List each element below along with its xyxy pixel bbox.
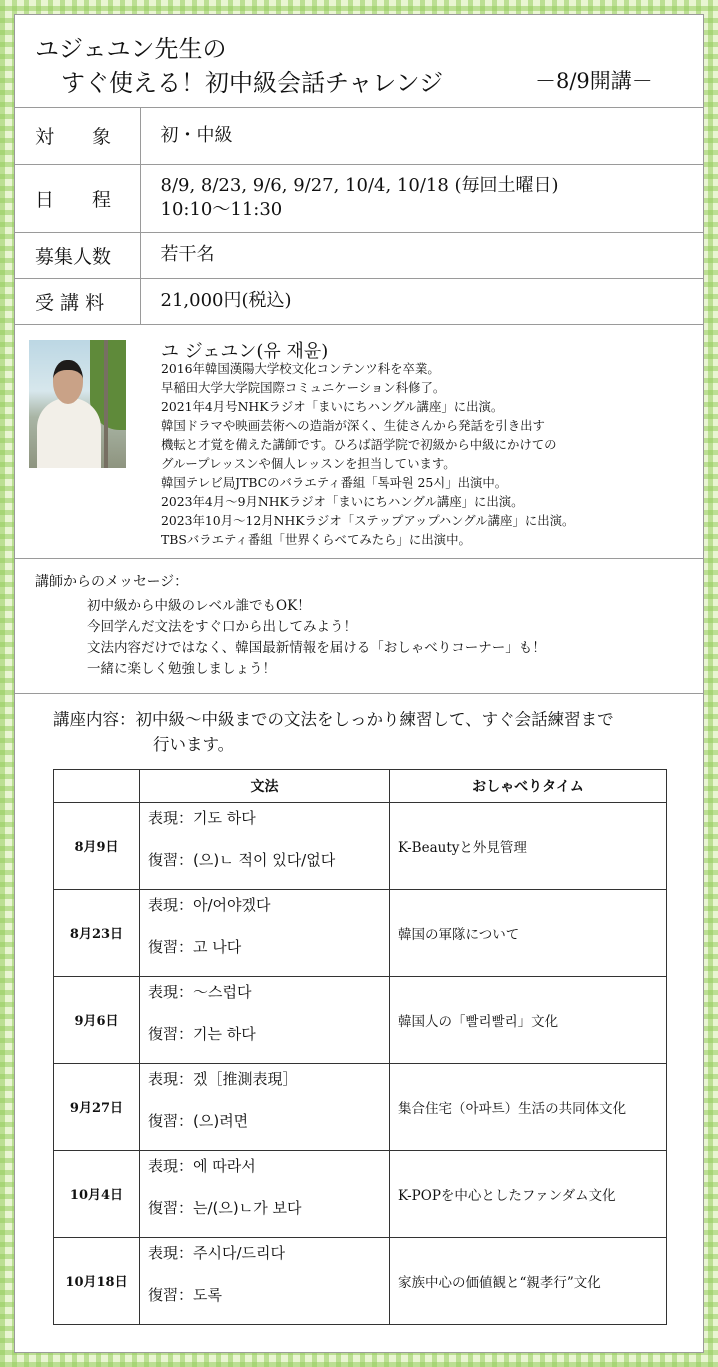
lesson-date: 8月9日 <box>54 802 140 889</box>
bio-line: 韓国テレビ局JTBCのバラエティ番組「톡파원 25시」出演中。 <box>161 474 508 490</box>
lesson-grammar <box>140 802 390 889</box>
table-row <box>54 802 667 889</box>
table-row <box>54 889 667 976</box>
bio-line: 機転と才覚を備えた講師です。ひろば語学院で初級から中級にかけての <box>161 436 557 452</box>
lesson-date: 10月4日 <box>54 1150 140 1237</box>
message-line: 一緒に楽しく勉強しましょう！ <box>87 660 276 677</box>
chat-topic: 集合住宅（아파트）生活の共同体文化 <box>390 1063 667 1150</box>
lesson-grammar <box>140 889 390 976</box>
info-label: 募集人数 <box>15 232 140 278</box>
bio-line: 2023年4月〜9月NHKラジオ「まいにちハングル講座」に出演。 <box>161 493 524 509</box>
instructor-bio <box>161 359 574 549</box>
info-value <box>140 232 703 278</box>
lesson-date: 8月23日 <box>54 889 140 976</box>
info-row-target <box>15 108 703 164</box>
lesson-grammar <box>140 1063 390 1150</box>
info-value-line: 10:10〜11:30 <box>160 199 283 220</box>
info-value <box>140 278 703 324</box>
grammar-review: 復習：기는 하다 <box>148 1024 256 1043</box>
instructor-profile <box>15 325 703 559</box>
grammar-review: 復習：(으)려면 <box>148 1111 249 1130</box>
instructor-photo <box>29 340 126 468</box>
bio-line: 2016年韓国漢陽大学校文化コンテンツ科を卒業。 <box>161 360 440 376</box>
chat-topic: 家族中心の価値観と“親孝行”文化 <box>390 1237 667 1324</box>
schedule-header-row <box>54 769 667 802</box>
header-grammar: 文法 <box>140 769 390 802</box>
info-value-line: 初・中級 <box>160 124 233 146</box>
message-line: 今回学んだ文法をすぐ口から出してみよう！ <box>87 618 357 635</box>
grammar-expression: 表現：아/어야겠다 <box>148 895 271 914</box>
chat-topic: K-POPを中心としたファンダム文化 <box>390 1150 667 1237</box>
message-line: 文法内容だけではなく、韓国最新情報を届ける「おしゃべりコーナー」も！ <box>87 639 546 656</box>
grammar-expression: 表現：기도 하다 <box>148 808 256 827</box>
info-label: 日 程 <box>15 164 140 232</box>
title-box <box>15 15 703 108</box>
lesson-date: 9月27日 <box>54 1063 140 1150</box>
instructor-message <box>15 559 703 694</box>
chat-topic: K-Beautyと外見管理 <box>390 802 667 889</box>
start-date-badge: －8/9開講－ <box>535 69 653 93</box>
table-row <box>54 1063 667 1150</box>
schedule-table <box>53 769 667 1325</box>
grammar-expression: 表現：주시다/드리다 <box>148 1243 285 1262</box>
grammar-review: 復習：도록 <box>148 1285 222 1304</box>
bio-line: 2021年4月号NHKラジオ「まいにちハングル講座」に出演。 <box>161 398 504 414</box>
info-table <box>15 108 703 325</box>
table-row <box>54 976 667 1063</box>
course-desc-line1: 講座内容：初中級〜中級までの文法をしっかり練習して、すぐ会話練習まで <box>53 709 614 729</box>
grammar-review: 復習：(으)ㄴ 적이 있다/없다 <box>148 850 336 869</box>
info-row-schedule <box>15 164 703 232</box>
grammar-review: 復習：고 나다 <box>148 937 242 956</box>
table-row <box>54 1150 667 1237</box>
grammar-expression: 表現：에 따라서 <box>148 1156 256 1175</box>
title-line2: すぐ使える！初中級会話チャレンジ <box>61 69 444 97</box>
info-value <box>140 164 703 232</box>
message-line: 初中級から中級のレベル誰でもOK！ <box>87 597 311 614</box>
info-value-line: 若干名 <box>160 244 215 265</box>
lesson-grammar <box>140 1150 390 1237</box>
lesson-grammar <box>140 1237 390 1324</box>
info-row-fee <box>15 278 703 324</box>
info-value-line: 8/9, 8/23, 9/6, 9/27, 10/4, 10/18 (毎回土曜日) <box>160 175 559 196</box>
info-label: 対 象 <box>15 108 140 164</box>
message-body <box>87 596 546 680</box>
info-row-capacity <box>15 232 703 278</box>
info-label: 受 講 料 <box>15 278 140 324</box>
bio-line: グループレッスンや個人レッスンを担当しています。 <box>161 455 456 471</box>
course-desc-line2: 行います。 <box>153 734 235 754</box>
course-description <box>53 707 693 757</box>
lesson-date: 9月6日 <box>54 976 140 1063</box>
bio-line: TBSバラエティ番組「世界くらべてみたら」に出演中。 <box>161 531 471 547</box>
course-flyer <box>14 14 704 1353</box>
bio-line: 早稲田大学大学院国際コミュニケーション科修了。 <box>161 379 446 395</box>
title-line1: ユジェユン先生の <box>35 35 227 63</box>
chat-topic: 韓国人の「빨리빨리」文化 <box>390 976 667 1063</box>
header-date <box>54 769 140 802</box>
instructor-name: ユ ジェユン(유 재윤) <box>161 340 329 362</box>
header-chat: おしゃべりタイム <box>390 769 667 802</box>
grammar-review: 復習：는/(으)ㄴ가 보다 <box>148 1198 302 1217</box>
bio-line: 韓国ドラマや映画芸術への造詣が深く、生徒さんから発話を引き出す <box>161 417 545 433</box>
grammar-expression: 表現：〜스럽다 <box>148 982 252 1001</box>
table-row <box>54 1237 667 1324</box>
bio-line: 2023年10月〜12月NHKラジオ「ステップアップハングル講座」に出演。 <box>161 512 575 528</box>
grammar-expression: 表現：겠［推測表現］ <box>148 1069 298 1088</box>
lesson-date: 10月18日 <box>54 1237 140 1324</box>
message-heading: 講師からのメッセージ： <box>35 573 189 590</box>
lesson-grammar <box>140 976 390 1063</box>
info-value-line: 21,000円(税込) <box>160 290 292 311</box>
chat-topic: 韓国の軍隊について <box>390 889 667 976</box>
info-value <box>140 108 703 164</box>
